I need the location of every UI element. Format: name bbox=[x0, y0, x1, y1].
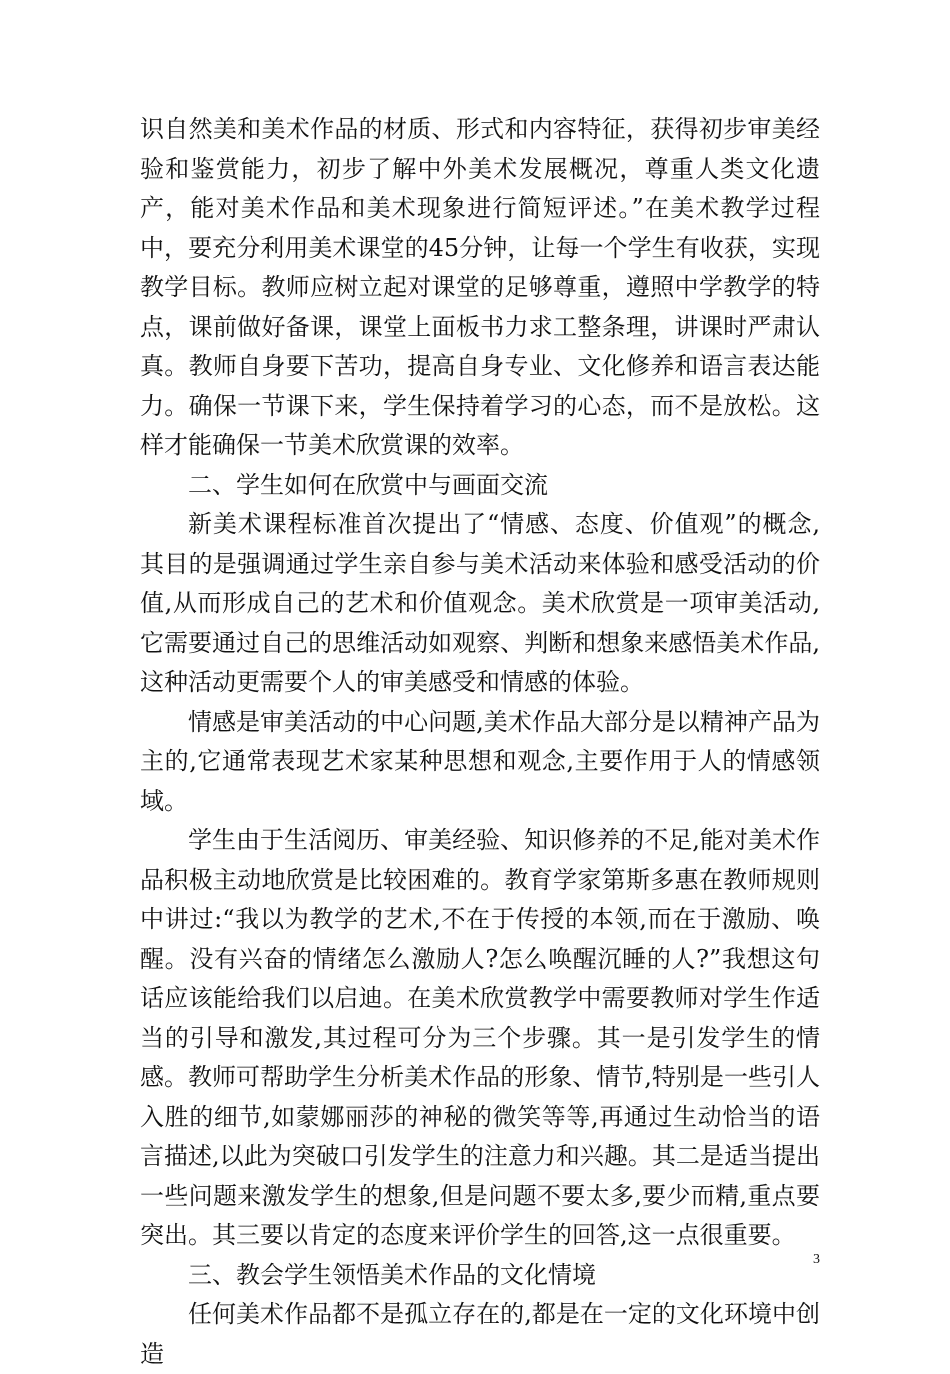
page-number: 3 bbox=[813, 1252, 820, 1267]
paragraph: 学生由于生活阅历、审美经验、知识修养的不足,能对美术作品积极主动地欣赏是比较困难的。教育学家第斯多惠在教师规则中讲过:“我以为教学的艺术,不在于传授的本领,而在于激励、唤醒。没有兴奋的情绪怎么激励人?怎么唤醒沉睡的人?”我想这句话应该能给我们以启迪。在美术欣赏教学中需要教师对学生作适当的引导和激发,其过程可分为三个步骤。其一是引发学生的情感。教师可帮助学生分析美术作品的形象、情节,特别是一些引人入胜的细节,如蒙娜丽莎的神秘的微笑等等,再通过生动恰当的语言描述,以此为突破口引发学生的注意力和兴趣。其二是适当提出一些问题来激发学生的想象,但是问题不要太多,要少而精,重点要突出。其三要以肯定的态度来评价学生的回答,这一点很重要。 bbox=[140, 826, 820, 1249]
paragraph: 新美术课程标准首次提出了“情感、态度、价值观”的概念,其目的是强调通过学生亲自参与美术活动来体验和感受活动的价值,从而形成自己的艺术和价值观念。美术欣赏是一项审美活动,它需要通过自己的思维活动如观察、判断和想象来感悟美术作品,这种活动更需要个人的审美感受和情感的体验。 bbox=[140, 510, 820, 696]
paragraph-continuation: 识自然美和美术作品的材质、形式和内容特征，获得初步审美经验和鉴赏能力，初步了解中外美术发展概况，尊重人类文化遗产，能对美术作品和美术现象进行简短评述。”在美术教学过程中，要充分利用美术课堂的45分钟，让每一个学生有收获，实现教学目标。教师应树立起对课堂的足够尊重，遵照中学教学的特点，课前做好备课，课堂上面板书力求工整条理，讲课时严肃认真。教师自身要下苦功，提高自身专业、文化修养和语言表达能力。确保一节课下来，学生保持着学习的心态，而不是放松。这样才能确保一节美术欣赏课的效率。 bbox=[140, 115, 820, 459]
section-heading-3: 三、教会学生领悟美术作品的文化情境 bbox=[188, 1260, 596, 1289]
paragraph: 情感是审美活动的中心问题,美术作品大部分是以精神产品为主的,它通常表现艺术家某种思想和观念,主要作用于人的情感领域。 bbox=[140, 707, 820, 815]
section-heading-2: 二、学生如何在欣赏中与画面交流 bbox=[188, 470, 548, 499]
paragraph: 任何美术作品都不是孤立存在的,都是在一定的文化环境中创造 bbox=[140, 1300, 820, 1368]
document-body bbox=[140, 110, 820, 1374]
